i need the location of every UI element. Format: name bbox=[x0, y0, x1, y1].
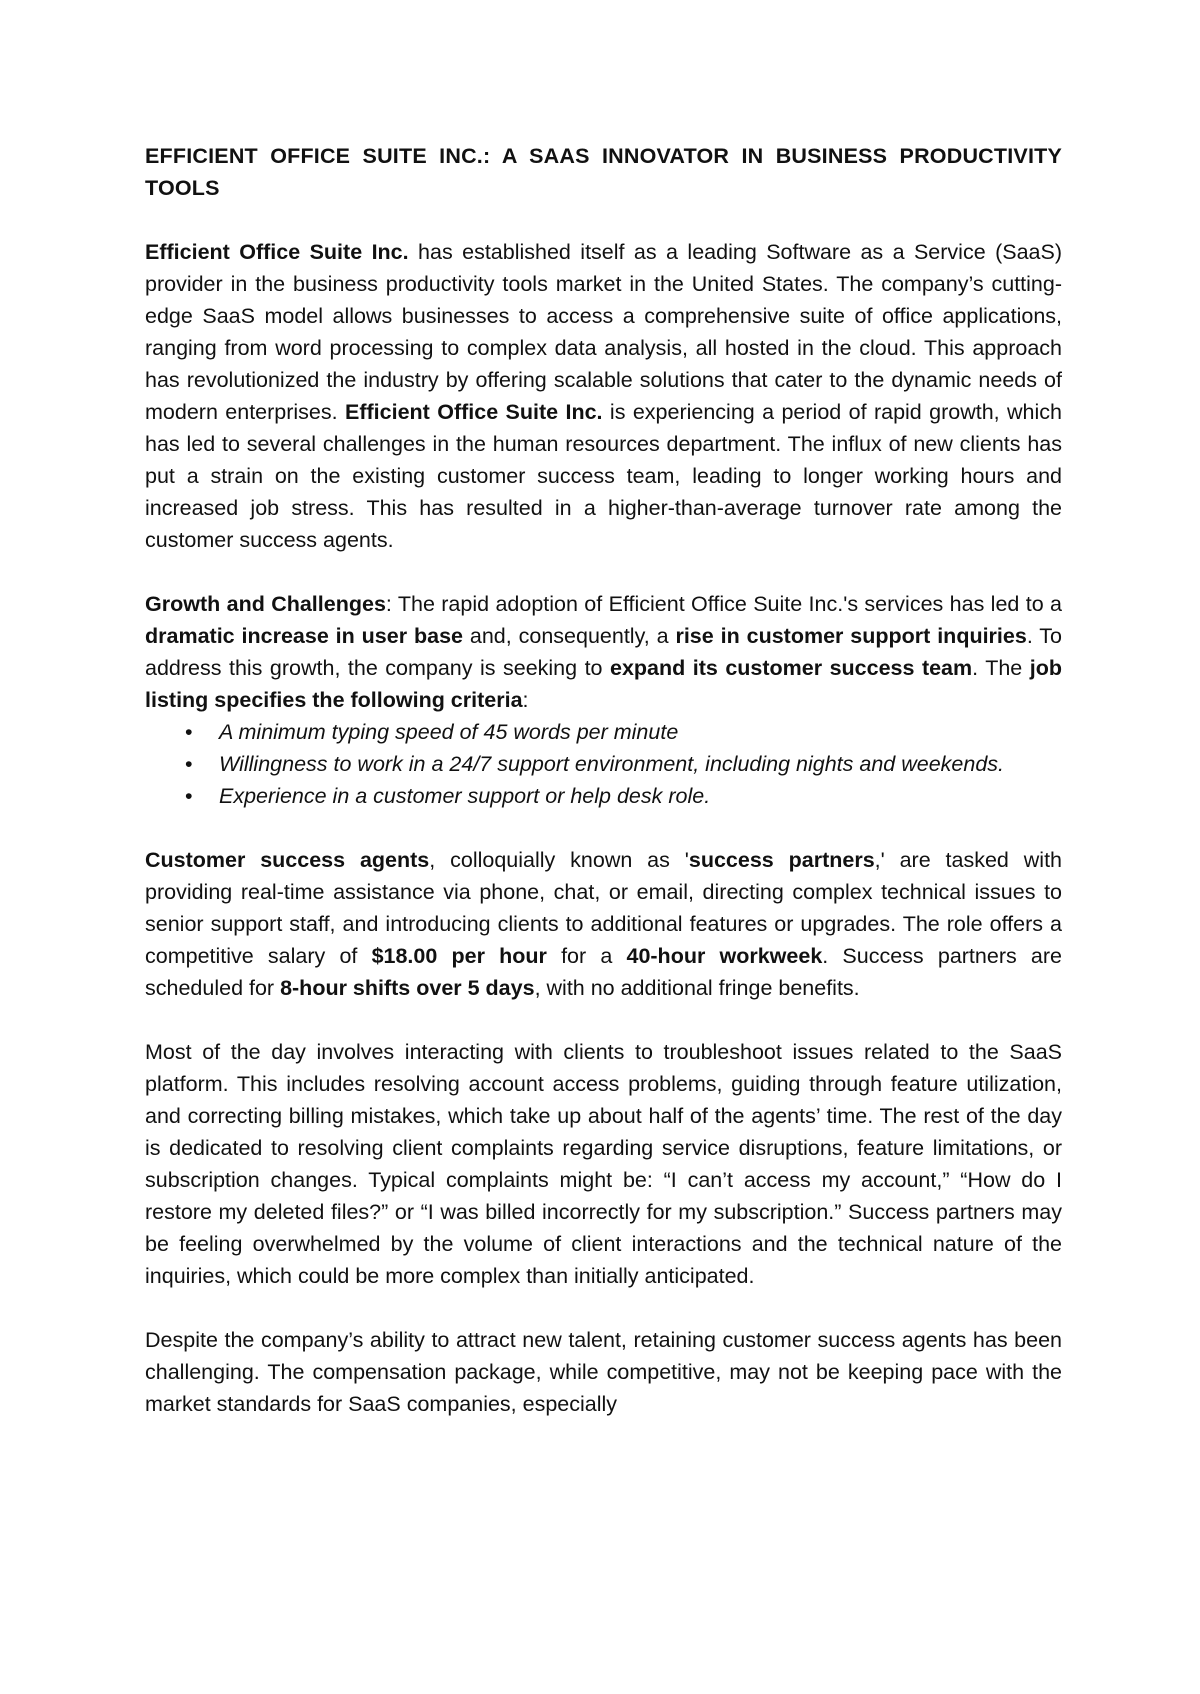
list-item: • A minimum typing speed of 45 words per minute bbox=[145, 716, 1062, 748]
agents-paragraph: Customer success agents, colloquially known as 'success partners,' are tasked with providing real-time assistance via phone, chat, or email, directing complex technical issues to senior support staff, and introducing clients to additional features or upgrades. The role offers a competitive salary of $18.00 per hour for a 40-hour workweek. Success partners are scheduled for 8-hour shifts over 5 days, with no additional fringe benefits. bbox=[145, 848, 1062, 1000]
company-name-bold: Efficient Office Suite Inc. bbox=[345, 400, 603, 424]
bullet-icon: • bbox=[185, 720, 193, 744]
list-item: • Willingness to work in a 24/7 support environment, including nights and weekends. bbox=[145, 748, 1062, 780]
list-item: • Experience in a customer support or help desk role. bbox=[145, 780, 1062, 812]
retention-paragraph: Despite the company’s ability to attract new talent, retaining customer success agents has been challenging. The compensation package, while competitive, may not be keeping pace with the market standards for SaaS companies, especially bbox=[145, 1328, 1062, 1416]
company-name-bold: Efficient Office Suite Inc. bbox=[145, 240, 409, 264]
document-title: EFFICIENT OFFICE SUITE INC.: A SAAS INNOVATOR IN BUSINESS PRODUCTIVITY TOOLS bbox=[145, 144, 1062, 200]
criteria-list bbox=[145, 716, 1062, 812]
growth-paragraph: Growth and Challenges: The rapid adoption of Efficient Office Suite Inc.'s services has led to a dramatic increase in user base and, consequently, a rise in customer support inquiries. To address this growth, the company is seeking to expand its customer success team. The job listing specifies the following criteria: bbox=[145, 592, 1062, 712]
growth-heading: Growth and Challenges bbox=[145, 592, 386, 616]
bullet-icon: • bbox=[185, 784, 193, 808]
document-page bbox=[145, 140, 1062, 1420]
daily-work-paragraph: Most of the day involves interacting with clients to troubleshoot issues related to the SaaS platform. This includes resolving account access problems, guiding through feature utilization, and correcting billing mistakes, which take up about half of the agents’ time. The rest of the day is dedicated to resolving client complaints regarding service disruptions, feature limitations, or subscription changes. Typical complaints might be: “I can’t access my account,” “How do I restore my deleted files?” or “I was billed incorrectly for my subscription.” Success partners may be feeling overwhelmed by the volume of client interactions and the technical nature of the inquiries, which could be more complex than initially anticipated. bbox=[145, 1040, 1062, 1288]
bullet-icon: • bbox=[185, 752, 193, 776]
intro-paragraph: Efficient Office Suite Inc. has established itself as a leading Software as a Service (SaaS) provider in the business productivity tools market in the United States. The company’s cutting-edge SaaS model allows businesses to access a comprehensive suite of office applications, ranging from word processing to complex data analysis, all hosted in the cloud. This approach has revolutionized the industry by offering scalable solutions that cater to the dynamic needs of modern enterprises. Efficient Office Suite Inc. is experiencing a period of rapid growth, which has led to several challenges in the human resources department. The influx of new clients has put a strain on the existing customer success team, leading to longer working hours and increased job stress. This has resulted in a higher-than-average turnover rate among the customer success agents. bbox=[145, 240, 1063, 552]
